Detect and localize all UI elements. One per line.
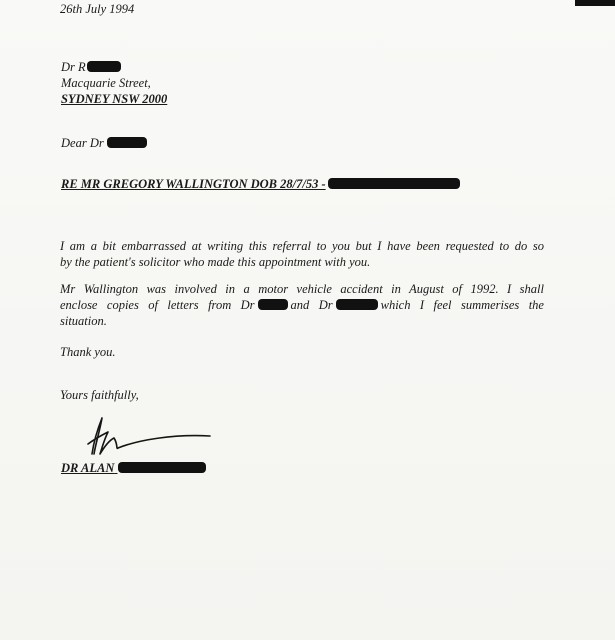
redaction-mark	[336, 299, 378, 310]
letter-date: 26th July 1994	[60, 2, 135, 16]
thank-you: Thank you.	[60, 345, 116, 359]
paragraph-1-line-1: I am a bit embarrassed at writing this referral to you but I have been requested to do so	[60, 239, 544, 253]
redaction-mark	[328, 178, 460, 189]
signatory: DR ALAN	[61, 462, 206, 475]
recipient-city: SYDNEY NSW 2000	[61, 92, 168, 106]
salutation: Dear Dr	[61, 137, 147, 150]
paragraph-1-line-2: by the patient's solicitor who made this appointment with you.	[60, 255, 371, 269]
redaction-mark	[258, 299, 288, 310]
redaction-mark	[107, 137, 147, 148]
paragraph-1	[60, 238, 544, 270]
redaction-mark	[118, 462, 206, 473]
paragraph-2-line-3: situation.	[60, 314, 107, 328]
recipient-street: Macquarie Street,	[61, 76, 151, 90]
signature	[78, 410, 218, 460]
page-edge-mark	[575, 0, 615, 6]
closing: Yours faithfully,	[60, 388, 139, 402]
recipient-name: Dr R	[61, 61, 121, 74]
subject-line: RE MR GREGORY WALLINGTON DOB 28/7/53 -	[61, 178, 460, 191]
paragraph-2-line-2: enclose copies of letters from Dr and Dr which I feel summerises the	[60, 298, 544, 312]
redaction-mark	[87, 61, 121, 72]
paragraph-2	[60, 281, 544, 329]
paragraph-2-line-1: Mr Wallington was involved in a motor vehicle accident in August of 1992. I shall	[60, 282, 544, 296]
